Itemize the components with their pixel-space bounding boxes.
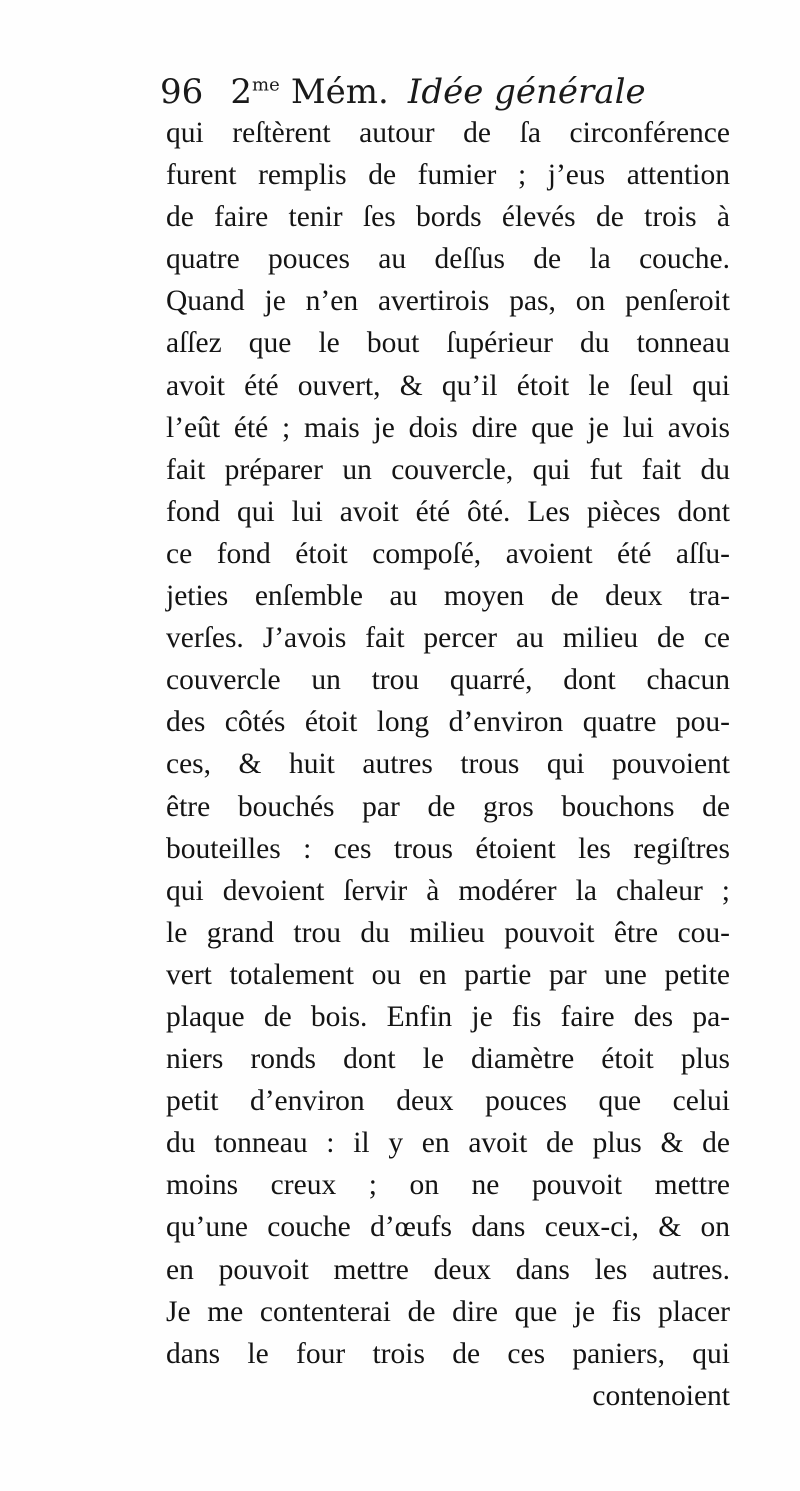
text-line: petit d’environ deux pouces que celui: [166, 1085, 730, 1118]
text-line: de faire tenir ſes bords élevés de trois à: [166, 201, 730, 234]
text-line: qui reſtèrent autour de ſa circonférence: [166, 117, 730, 149]
running-title: Idée générale: [407, 72, 646, 112]
text-line: furent remplis de fumier ; j’eus attention: [166, 159, 730, 192]
text-line: plaque de bois. Enfin je fis faire des pa-: [166, 1000, 730, 1033]
text-line: ce fond étoit compoſé, avoient été aſſu-: [166, 537, 730, 570]
text-line: qui devoient ſervir à modérer la chaleur ;: [166, 874, 730, 907]
text-line: l’eût été ; mais je dois dire que je lui avois: [166, 411, 730, 444]
catchword: contenoient: [592, 1379, 730, 1412]
text-line: être bouchés par de gros bouchons de: [166, 790, 730, 823]
text-line: qu’une couche d’œufs dans ceux-ci, & on: [166, 1211, 730, 1244]
text-line: avoit été ouvert, & qu’il étoit le ſeul qui: [166, 369, 730, 402]
text-line: verſes. J’avois fait percer au milieu de ce: [166, 622, 730, 655]
text-line: des côtés étoit long d’environ quatre pou-: [166, 706, 730, 739]
memoir-number: [230, 72, 279, 112]
memoir-abbreviation: Mém.: [290, 72, 389, 112]
text-line: fait préparer un couvercle, qui fut fait du: [166, 453, 730, 486]
memoir-number-value: 2: [230, 72, 252, 112]
text-line: Je me contenterai de dire que je fis placer: [166, 1295, 730, 1328]
text-line: du tonneau : il y en avoit de plus & de: [166, 1127, 730, 1160]
text-line: dans le four trois de ces paniers, qui: [166, 1337, 730, 1370]
memoir-number-superscript: me: [252, 74, 280, 96]
text-line: ces, & huit autres trous qui pouvoient: [166, 748, 730, 781]
text-line: couvercle un trou quarré, dont chacun: [166, 664, 730, 697]
text-line: bouteilles : ces trous étoient les regiſtres: [166, 832, 730, 865]
text-line: Quand je n’en avertirois pas, on penſeroit: [166, 285, 730, 318]
text-line: en pouvoit mettre deux dans les autres.: [166, 1253, 730, 1286]
text-line: jeties enſemble au moyen de deux tra-: [166, 580, 730, 613]
text-line: le grand trou du milieu pouvoit être cou-: [166, 916, 730, 949]
text-line: aſſez que le bout ſupérieur du tonneau: [166, 327, 730, 360]
text-line: quatre pouces au deſſus de la couche.: [166, 243, 730, 276]
text-line: fond qui lui avoit été ôté. Les pièces dont: [166, 495, 730, 528]
text-line: moins creux ; on ne pouvoit mettre: [166, 1169, 730, 1202]
body-text: [166, 112, 730, 1417]
text-line: vert totalement ou en partie par une petite: [166, 958, 730, 991]
text-line: niers ronds dont le diamètre étoit plus: [166, 1043, 730, 1076]
page-number: 96: [160, 72, 204, 112]
